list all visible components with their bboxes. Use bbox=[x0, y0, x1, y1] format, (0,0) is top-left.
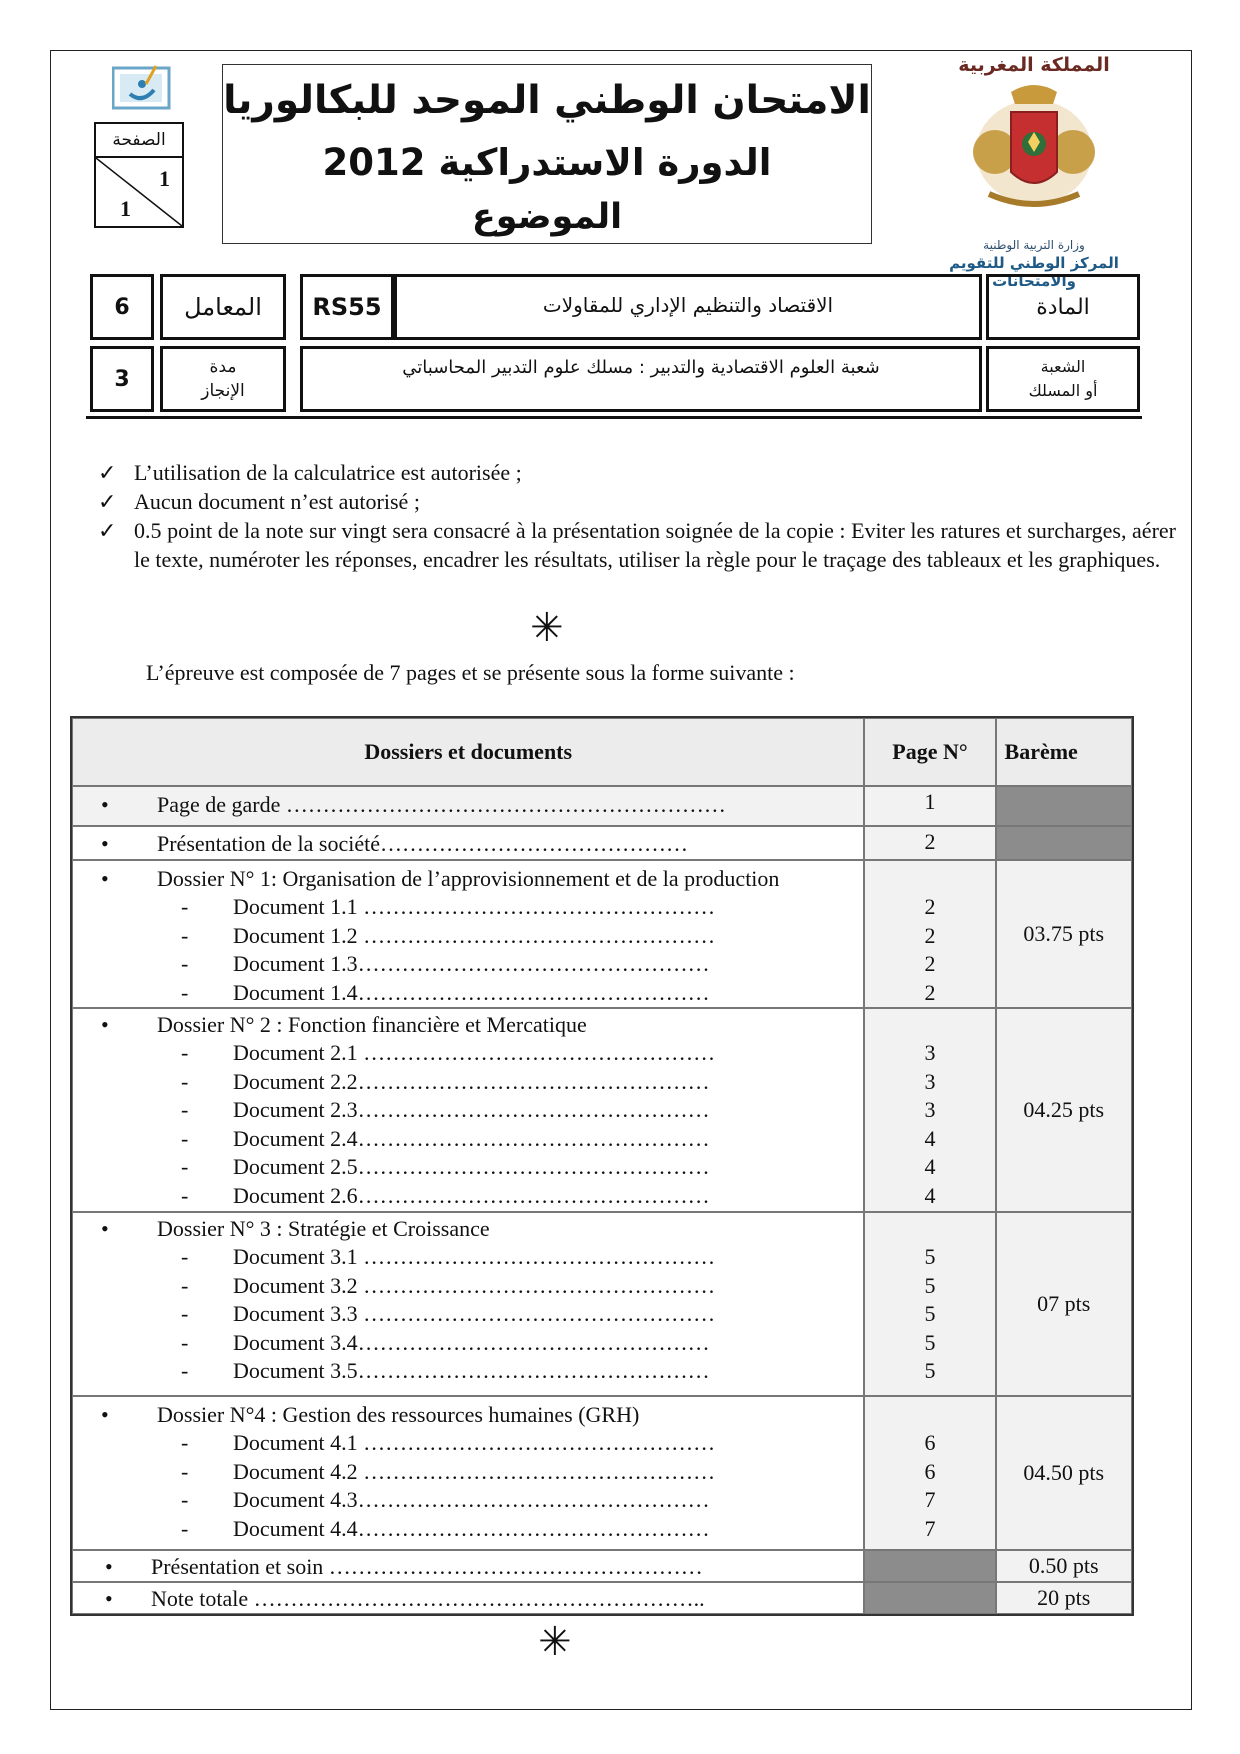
document-line: - Document 2.2………………………………………… bbox=[181, 1068, 710, 1094]
table-row: • Présentation de la société…………………………………… 2 bbox=[72, 826, 1132, 860]
document-line: - Document 4.2 ………………………………………… bbox=[181, 1458, 716, 1484]
duration-label-line1: مدة bbox=[209, 357, 237, 377]
table-row: • Page de garde …………………………………………………… 1 bbox=[72, 786, 1132, 826]
duration-value: 3 bbox=[90, 346, 154, 412]
dossier2-title: Dossier N° 2 : Fonction financière et Mercatique bbox=[157, 1012, 587, 1037]
document-line: - Document 3.1 ………………………………………… bbox=[181, 1244, 716, 1269]
document-line: - Document 1.3………………………………………… bbox=[181, 951, 710, 976]
document-line: - Document 2.6………………………………………… bbox=[181, 1182, 710, 1208]
instruction-item: ✓ L’utilisation de la calculatrice est autorisée ; bbox=[98, 460, 522, 485]
document-line: - Document 2.4………………………………………… bbox=[181, 1125, 710, 1151]
checkmark-icon: ✓ bbox=[98, 489, 117, 514]
document-line: - Document 3.4………………………………………… bbox=[181, 1329, 710, 1355]
header-dossiers: Dossiers et documents bbox=[72, 718, 864, 786]
document-line: - Document 1.4………………………………………… bbox=[181, 979, 710, 1005]
exam-intro: L’épreuve est composée de 7 pages et se présente sous la forme suivante : bbox=[146, 660, 795, 685]
branch-name: شعبة العلوم الاقتصادية والتدبير : مسلك علوم التدبير المحاسباتي bbox=[300, 346, 982, 412]
presentation-societe-page: 2 bbox=[864, 826, 995, 860]
coefficient-value: 6 bbox=[90, 274, 154, 340]
branch-label-line2: أو المسلك bbox=[1028, 381, 1098, 400]
page-de-garde-label: Page de garde …………………………………………………… bbox=[157, 792, 726, 817]
table-row: • Présentation et soin …………………………………………… 0.50 pts bbox=[72, 1550, 1132, 1582]
table-header-row bbox=[72, 718, 1132, 786]
asterisk-ornament-icon: ✳ bbox=[530, 605, 564, 651]
dossier3-title: Dossier N° 3 : Stratégie et Croissance bbox=[157, 1216, 490, 1241]
table-row: • Dossier N° 3 : Stratégie et Croissance - Document 3.1 ………………………………………… - Document 3.2 ………………………………………… - Document 3.3 ………………………………………… - Document 3.4………………………………………… - Document 3.5………………………………………… 5 5 5 5 5 07 pts bbox=[72, 1212, 1132, 1396]
document-line: - Document 4.1 ………………………………………… bbox=[181, 1430, 716, 1455]
exam-session: الدورة الاستدراكية 2012 bbox=[322, 141, 772, 184]
documents-table bbox=[70, 716, 1134, 1616]
asterisk-ornament-icon: ✳ bbox=[538, 1619, 572, 1665]
dossier3-points: 07 pts bbox=[996, 1212, 1132, 1396]
header-bareme: Barème bbox=[996, 718, 1132, 786]
document-line: - Document 1.2 ………………………………………… bbox=[181, 922, 716, 948]
center-name: المركز الوطني للتقويم والامتحانات bbox=[949, 254, 1119, 290]
document-line: - Document 3.5………………………………………… bbox=[181, 1358, 710, 1383]
presentation-societe-label: Présentation de la société…………………………………… bbox=[157, 831, 688, 856]
table-row: • Dossier N°4 : Gestion des ressources humaines (GRH) - Document 4.1 ………………………………………… - Document 4.2 ………………………………………… - Document 4.3………………………………………… - Document 4.4………………………………………… 6 6 7 7 04.50 pts bbox=[72, 1396, 1132, 1550]
page-number-box bbox=[94, 122, 184, 228]
header-rule bbox=[86, 416, 1142, 419]
document-line: - Document 2.3………………………………………… bbox=[181, 1097, 710, 1122]
subject-code: RS55 bbox=[300, 274, 394, 340]
note-totale-label: Note totale …………………………………………………….. bbox=[151, 1586, 705, 1611]
document-line: - Document 4.4………………………………………… bbox=[181, 1515, 710, 1541]
document-line: - Document 3.2 ………………………………………… bbox=[181, 1272, 716, 1298]
document-line: - Document 2.5………………………………………… bbox=[181, 1154, 710, 1179]
note-totale-points: 20 pts bbox=[996, 1582, 1132, 1614]
table-row: • Note totale …………………………………………………….. 20 pts bbox=[72, 1582, 1132, 1614]
kingdom-name: المملكة المغربية bbox=[958, 54, 1110, 76]
dossier1-title: Dossier N° 1: Organisation de l’approvisionnement et de la production bbox=[157, 866, 780, 891]
ministry-name: وزارة التربية الوطنية bbox=[983, 238, 1085, 252]
exam-logo bbox=[112, 64, 172, 112]
instruction-item: ✓ Aucun document n’est autorisé ; bbox=[98, 489, 420, 514]
presentation-soin-points: 0.50 pts bbox=[996, 1550, 1132, 1582]
duration-label-line2: الإنجاز bbox=[201, 381, 245, 401]
subject-name: الاقتصاد والتنظيم الإداري للمقاولات bbox=[394, 274, 982, 340]
duration-label bbox=[160, 346, 286, 412]
instruction-item: ✓ 0.5 point de la note sur vingt sera consacré à la présentation soignée de la copie : Eviter les ratures et surcharges, aérer le texte, numéroter les réponses, encadrer les résultats, utiliser la règle pour le traçage des tableaux et les graphiques. bbox=[98, 518, 1176, 572]
presentation-soin-label: Présentation et soin …………………………………………… bbox=[151, 1554, 703, 1579]
exam-title: الامتحان الوطني الموحد للبكالوريا bbox=[223, 78, 871, 123]
header-page: Page N° bbox=[864, 718, 995, 786]
page-total: 1 bbox=[120, 196, 131, 221]
page-current: 1 bbox=[159, 166, 170, 191]
dossier1-points: 03.75 pts bbox=[996, 860, 1132, 1008]
branch-label-line1: الشعبة bbox=[1040, 357, 1086, 376]
exam-subject-label: الموضوع bbox=[471, 197, 623, 237]
checkmark-icon: ✓ bbox=[98, 518, 117, 543]
exam-title-box bbox=[222, 64, 872, 244]
page-label: الصفحة bbox=[96, 124, 182, 158]
subject-label: المادة bbox=[986, 274, 1140, 340]
branch-label bbox=[986, 346, 1140, 412]
instructions-list bbox=[98, 458, 1176, 574]
document-line: - Document 1.1 ………………………………………… bbox=[181, 894, 716, 919]
document-line: - Document 2.1 ………………………………………… bbox=[181, 1040, 716, 1065]
page-de-garde-page: 1 bbox=[864, 786, 995, 826]
kingdom-block bbox=[918, 54, 1150, 290]
dossier2-points: 04.25 pts bbox=[996, 1008, 1132, 1212]
table-row: • Dossier N° 2 : Fonction financière et Mercatique - Document 2.1 ………………………………………… - Document 2.2………………………………………… - Document 2.3………………………………………… - Document 2.4………………………………………… - Document 2.5………………………………………… - Document 2.6………………………………………… 3 3 3 4 4 4 04.25 pts bbox=[72, 1008, 1132, 1212]
dossier4-title: Dossier N°4 : Gestion des ressources humaines (GRH) bbox=[157, 1402, 640, 1427]
coefficient-label: المعامل bbox=[160, 274, 286, 340]
document-line: - Document 4.3………………………………………… bbox=[181, 1487, 710, 1512]
table-row: • Dossier N° 1: Organisation de l’approvisionnement et de la production - Document 1.1 ………………………………………… - Document 1.2 ………………………………………… - Document 1.3………………………………………… - Document 1.4………………………………………… 2 2 2 2 03.75 pts bbox=[72, 860, 1132, 1008]
checkmark-icon: ✓ bbox=[98, 460, 117, 485]
document-line: - Document 3.3 ………………………………………… bbox=[181, 1301, 716, 1326]
coat-of-arms-icon bbox=[959, 82, 1109, 232]
dossier4-points: 04.50 pts bbox=[996, 1396, 1132, 1550]
